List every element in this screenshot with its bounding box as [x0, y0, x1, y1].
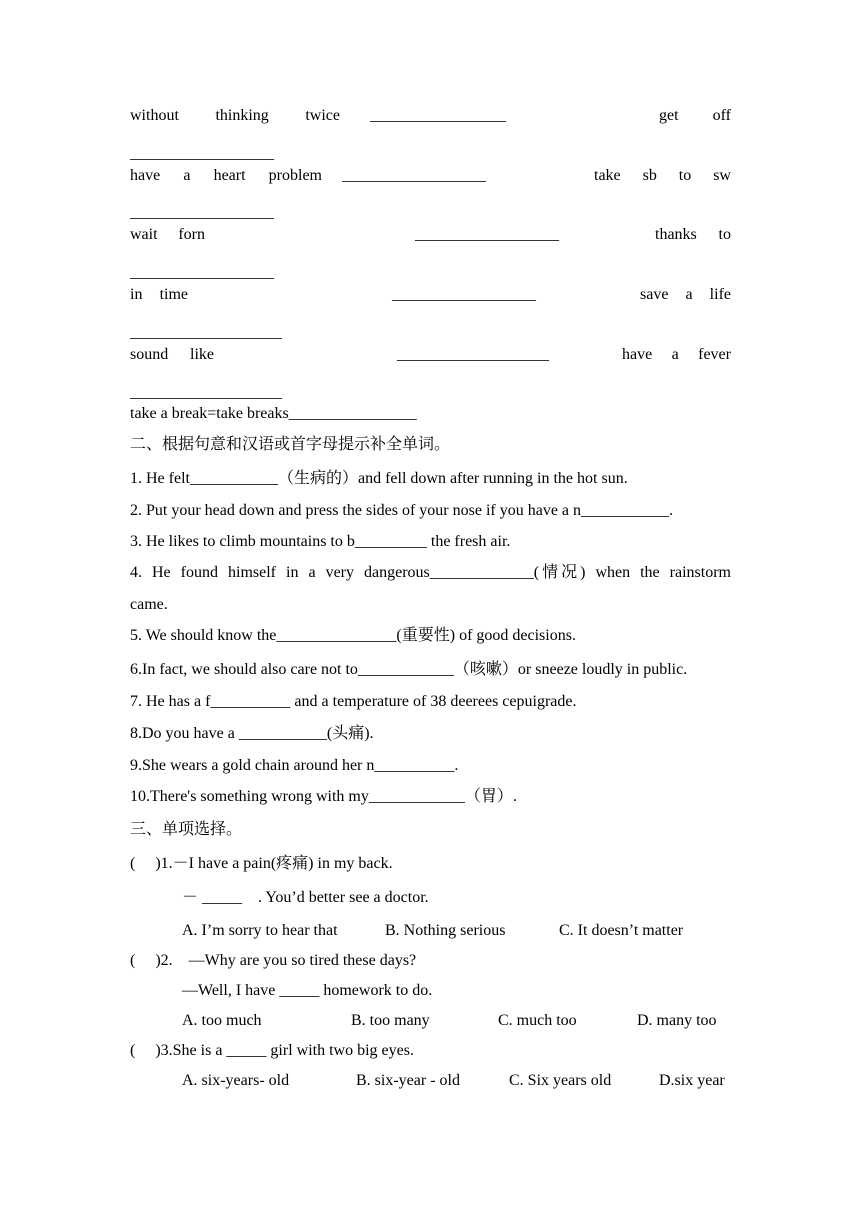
s2-item-2: 2. Put your head down and press the sides of your nose if you have a n___________.	[130, 502, 674, 519]
phrase-left-4	[130, 285, 188, 305]
section2-title: 二、根据句意和汉语或首字母提示补全单词。	[130, 436, 451, 453]
phrase-word: a	[183, 167, 191, 184]
q3-option-c: C. Six years old	[509, 1072, 612, 1089]
q3-stem: ( )3.She is a _____ girl with two big eyes.	[130, 1042, 414, 1059]
phrase-word: fever	[698, 346, 731, 363]
q3-option-d: D.six year	[659, 1072, 725, 1089]
q2-option-b: B. too many	[351, 1012, 430, 1029]
phrase-word: have	[130, 167, 161, 184]
q1-option-c: C. It doesn’t matter	[559, 922, 684, 939]
phrase-word: to	[718, 226, 731, 243]
phrase-left-3	[130, 225, 205, 245]
phrase-right-5	[622, 345, 731, 365]
phrase-word: sw	[713, 167, 731, 184]
phrase-right-4	[640, 285, 731, 305]
s2-item-3: 3. He likes to climb mountains to b_________ the fresh air.	[130, 533, 511, 550]
q1-option-b: B. Nothing serious	[385, 922, 506, 939]
s2-item-6: 6.In fact, we should also care not to____________（咳嗽）or sneeze loudly in public.	[130, 661, 688, 678]
phrase-word: time	[159, 286, 188, 303]
phrase-blank-3[interactable]: __________________	[415, 226, 559, 243]
phrase-word: take	[594, 167, 621, 184]
phrase-blank-right-5[interactable]: ___________________	[130, 384, 282, 401]
phrase-word: a	[671, 346, 679, 363]
phrase-word: forn	[178, 226, 205, 243]
q3-option-a: A. six-years- old	[182, 1072, 290, 1089]
phrase-word: in	[130, 286, 143, 303]
phrase-word: thinking	[215, 107, 269, 124]
q1-option-a: A. I’m sorry to hear that	[182, 922, 338, 939]
phrase-blank-4[interactable]: __________________	[392, 286, 536, 303]
phrase-left-2	[130, 166, 322, 186]
s2-item-4: 4. He found himself in a very dangerous_____________(情况) when the rainstorm	[130, 564, 731, 581]
phrase-right-1	[659, 106, 731, 126]
q2-reply: —Well, I have _____ homework to do.	[182, 982, 433, 999]
phrase-left-1	[130, 106, 340, 126]
phrase-right-2	[594, 166, 731, 186]
phrase-word: heart	[213, 167, 246, 184]
phrase-word: without	[130, 107, 179, 124]
q2-option-d: D. many too	[637, 1012, 717, 1029]
phrase-word: wait	[130, 226, 158, 243]
q1-reply: － _____ . You’d better see a doctor.	[182, 889, 429, 906]
s2-item-10: 10.There's something wrong with my____________（胃）.	[130, 788, 517, 805]
phrase-word: have	[622, 346, 653, 363]
take-break-line: take a break=take breaks________________	[130, 405, 417, 422]
s2-item-1: 1. He felt___________（生病的）and fell down after running in the hot sun.	[130, 470, 628, 487]
phrase-word: get	[659, 107, 679, 124]
s2-item-9: 9.She wears a gold chain around her n__________.	[130, 757, 459, 774]
phrase-word: off	[712, 107, 731, 124]
phrase-right-3	[655, 225, 731, 245]
phrase-word: life	[709, 286, 731, 303]
q2-option-c: C. much too	[498, 1012, 577, 1029]
phrase-word: sb	[642, 167, 657, 184]
section3-title: 三、单项选择。	[130, 821, 243, 838]
phrase-blank-right-3[interactable]: __________________	[130, 264, 274, 281]
phrase-word: to	[678, 167, 692, 184]
q1-stem: ( )1.－I have a pain(疼痛) in my back.	[130, 855, 393, 872]
phrase-blank-right-1[interactable]: __________________	[130, 145, 274, 162]
phrase-blank-5[interactable]: ___________________	[397, 346, 549, 363]
phrase-word: save	[640, 286, 669, 303]
q3-option-b: B. six-year - old	[356, 1072, 460, 1089]
phrase-word: a	[685, 286, 693, 303]
q2-stem: ( )2. —Why are you so tired these days?	[130, 952, 417, 969]
phrase-word: problem	[268, 167, 322, 184]
phrase-word: twice	[305, 107, 340, 124]
s2-item-8: 8.Do you have a ___________(头痛).	[130, 725, 374, 742]
phrase-word: thanks	[655, 226, 697, 243]
s2-item-4-cont: came.	[130, 596, 168, 613]
phrase-word: sound	[130, 346, 169, 363]
phrase-blank-right-2[interactable]: __________________	[130, 204, 274, 221]
q2-option-a: A. too much	[182, 1012, 262, 1029]
s2-item-7: 7. He has a f__________ and a temperature of 38 deerees cepuigrade.	[130, 693, 577, 710]
phrase-word: like	[190, 346, 214, 363]
phrase-blank-right-4[interactable]: ___________________	[130, 324, 282, 341]
phrase-left-5	[130, 345, 214, 365]
s2-item-5: 5. We should know the_______________(重要性) of good decisions.	[130, 627, 576, 644]
phrase-blank-1[interactable]: _________________	[370, 107, 506, 124]
phrase-blank-2[interactable]: __________________	[342, 167, 486, 184]
